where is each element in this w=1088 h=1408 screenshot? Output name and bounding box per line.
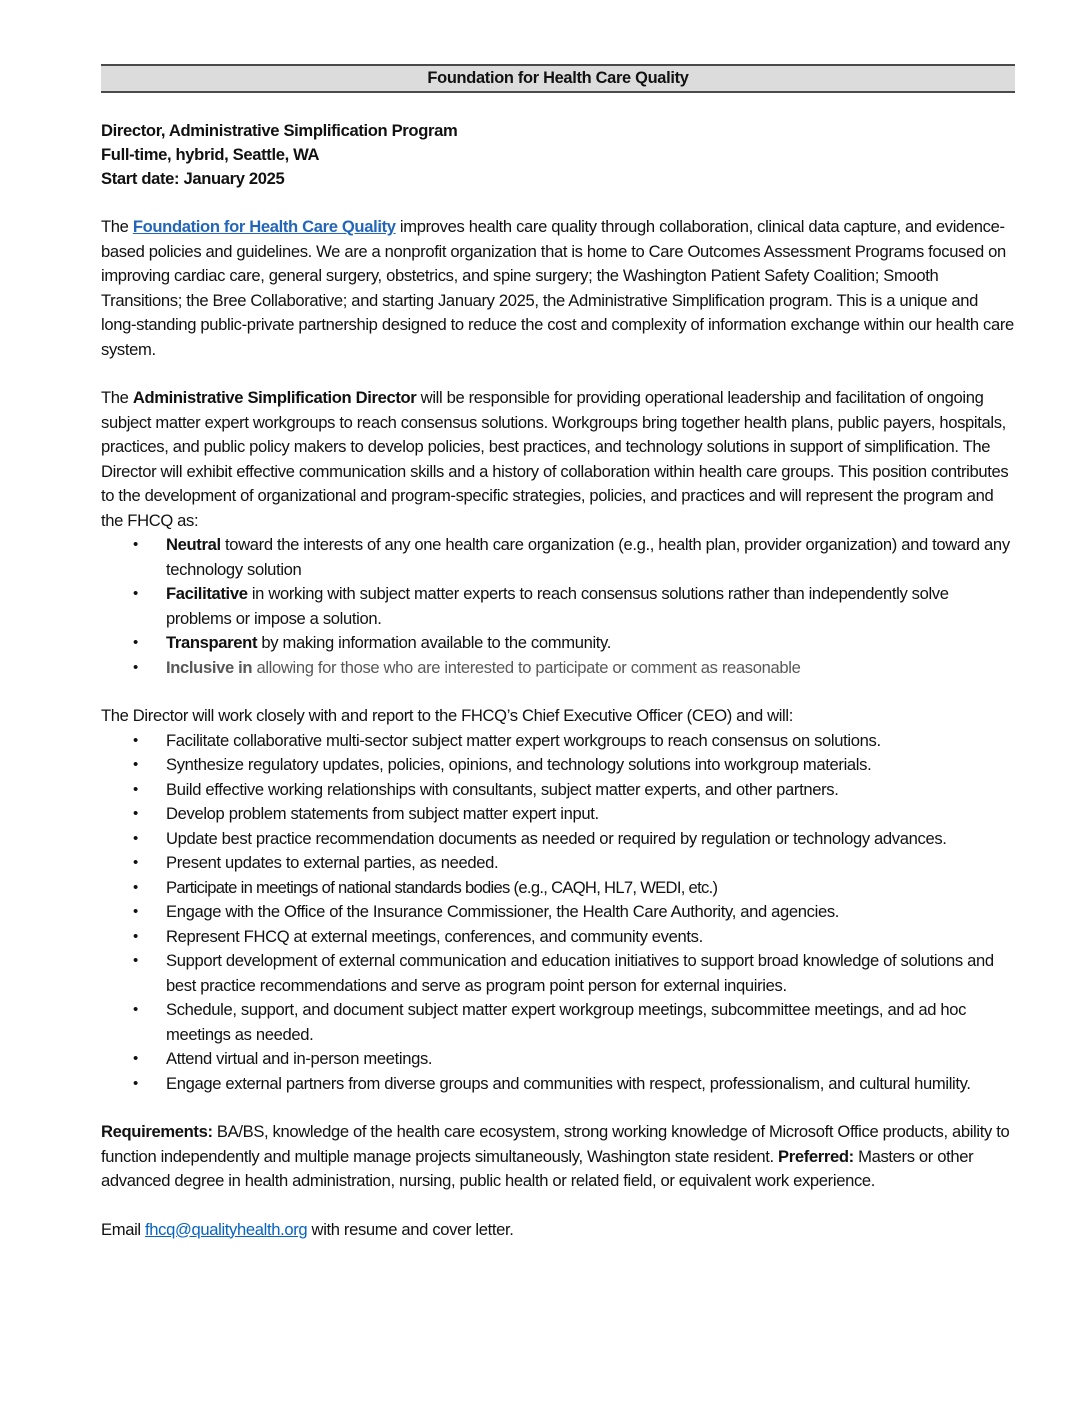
contact-paragraph: Email fhcq@qualityhealth.org with resume and cover letter. [101,1219,514,1239]
bullet-icon: • [133,731,138,749]
organization-header [101,64,1015,93]
duties-intro: The Director will work closely with and report to the FHCQ’s Chief Executive Officer (CEO) and will: [101,706,793,725]
list-item: • Update best practice recommendation documents as needed or required by regulation or technology advances. [101,827,1015,852]
bullet-icon: • [133,829,138,847]
job-title: Director, Administrative Simplification Program [101,121,458,140]
list-item: • Inclusive in allowing for those who are interested to participate or comment as reasonable [101,656,1015,681]
preferred-label: Preferred: [778,1146,854,1166]
job-type: Full-time, hybrid, Seattle, WA [101,145,320,164]
list-item: • Support development of external communication and education initiatives to support broad knowledge of solutions and best practice recommendations and serve as program point person for external inquiries. [133,951,994,995]
list-item: • Build effective working relationships with consultants, subject matter experts, and other partners. [101,778,1015,803]
list-item: • Transparent by making information available to the community. [101,631,1015,656]
bullet-icon: • [133,658,138,676]
bullet-icon: • [133,1074,138,1092]
bullet-icon: • [133,536,138,553]
bullet-icon: • [133,634,138,651]
list-item: • Synthesize regulatory updates, policies, opinions, and technology solutions into workgroup materials. [101,753,1015,778]
list-item: • Participate in meetings of national standards bodies (e.g., CAQH, HL7, WEDI, etc.) [101,876,1015,901]
job-posting-page [101,64,1015,1242]
intro-paragraph: The Foundation for Health Care Quality improves health care quality through collaboration, clinical data capture, and evidence-based policies and guidelines. We are a nonprofit organization that is home to Care Outcomes Assessment Programs focused on improving cardiac care, general surgery, obstetrics, and spine surgery; the Washington Patient Safety Coalition; Smooth Transitions; the Bree Collaborative; and starting January 2025, the Administrative Simplification program. This is a unique and long-standing public-private partnership designed to reduce the cost and complexity of information exchange within our health care system. [101,217,1014,359]
bullet-icon: • [133,903,138,920]
role-title-bold: Administrative Simplification Director [132,388,417,407]
bullet-icon: • [133,805,138,822]
list-item: • Facilitate collaborative multi-sector subject matter expert workgroups to reach consensus on solutions. [101,729,1015,754]
list-item: • Represent FHCQ at external meetings, conferences, and community events. [101,925,1015,950]
bullet-icon: • [133,1001,138,1018]
list-item: • Engage with the Office of the Insurance Commissioner, the Health Care Authority, and agencies. [101,900,1015,925]
bullet-icon: • [133,756,138,773]
email-link[interactable]: fhcq@qualityhealth.org [145,1219,308,1239]
requirements-paragraph: Requirements: BA/BS, knowledge of the health care ecosystem, strong working knowledge of Microsoft Office products, ability to function independently and multiple manage projects simultaneously, Washington state resident. Preferred: Masters or other advanced degree in health administration, nursing, public health or related field, or equivalent work experience. [101,1122,1010,1190]
list-item: • Facilitative in working with subject matter experts to reach consensus solutions rather than independently solve problems or impose a solution. [133,584,949,628]
bullet-icon: • [133,585,138,602]
job-title-block [101,119,1015,191]
requirements-label: Requirements: [101,1122,213,1141]
list-item: • Attend virtual and in-person meetings. [101,1047,1015,1072]
bullet-icon: • [133,952,138,969]
bullet-icon: • [133,927,138,945]
list-item: • Schedule, support, and document subject matter expert workgroup meetings, subcommittee meetings, and ad hoc meetings as needed. [133,1000,967,1044]
bullet-icon: • [133,854,138,871]
organization-link[interactable]: Foundation for Health Care Quality [132,217,396,236]
bullet-icon: • [133,780,138,798]
list-item: • Present updates to external parties, as needed. [101,851,1015,876]
list-item: • Neutral toward the interests of any one health care organization (e.g., health plan, provider organization) and toward any technology solution [133,535,1010,579]
duties-list [101,729,1015,1097]
role-paragraph: The Administrative Simplification Director will be responsible for providing operational leadership and facilitation of ongoing subject matter expert workgroups to reach consensus solutions. Workgroups bring together health plans, public payers, hospitals, practices, and public policy makers to develop policies, best practices, and technology solutions in support of simplification. The Director will exhibit effective communication skills and a history of collaboration within health care groups. This position contributes to the development of organizational and program-specific strategies, policies, and practices and will represent the program and the FHCQ as: [101,388,1009,530]
organization-name: Foundation for Health Care Quality [427,69,689,87]
qualities-list [101,533,1015,680]
list-item: • Engage external partners from diverse groups and communities with respect, professionalism, and cultural humility. [101,1072,1015,1097]
bullet-icon: • [133,1050,138,1067]
bullet-icon: • [133,878,138,896]
list-item: • Develop problem statements from subject matter expert input. [101,802,1015,827]
job-start-date: Start date: January 2025 [101,169,285,188]
